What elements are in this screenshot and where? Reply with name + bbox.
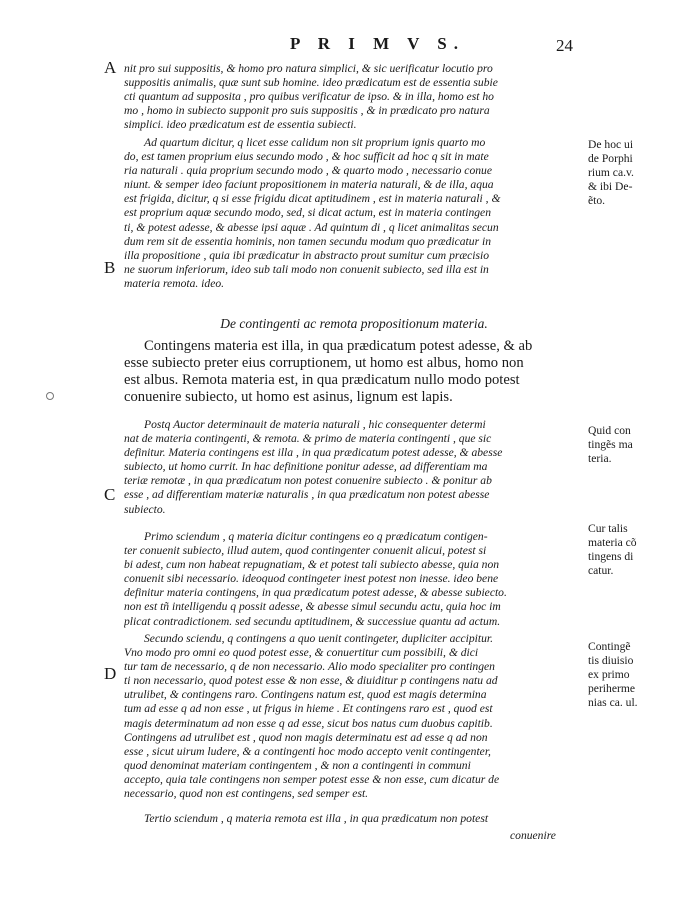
side-note-line: Quid con [588,424,631,437]
side-note-line: materia cõ [588,536,637,549]
side-note-line: tingẽs ma [588,438,633,451]
text-line: definitur materia contingens, in qua prædicatum potest adesse, & abesse subiecto. [124,586,507,600]
margin-letter-c: C [104,485,116,504]
text-line: ti, & potest adesse, & abesse ipsi aquæ . Ad quintum di , q licet animalitas secun [124,220,499,234]
text-line: conuenit sibi necessario. ideoquod contingeter inest potest non inesse. ideo bene [124,572,499,586]
text-line: bi adest, cum non habeat repugnatiam, & et potest tali subiecto abesse, quia non [124,558,500,572]
text-line: suppositis animalis, quæ sunt sub homine. ideo prædicatum est de essentia subie [124,76,498,90]
text-line: non est tñ intelligendu q possit adesse, & abesse simul secundu actu, quia hoc im [124,600,501,614]
side-note-line: nias ca. ul. [588,696,638,709]
text-line: tur tam de necessario, q de non necessario. Alio modo specialiter pro contingen [124,660,495,674]
running-head: P R I M V S. [290,34,466,53]
paragraph-two [124,136,584,291]
text-line: teriæ remotæ , in qua prædicatum non potest conuenire subiecto . & ponitur ab [124,474,492,488]
text-line: subiecto, ut homo currit. In hac definitione ponitur adesse, ad differentiam ma [124,460,488,474]
side-note-quid-contingens [588,424,680,466]
text-line: esse subiecto preter eius corruptionem, ut homo est albus, homo non [124,355,524,371]
text-line: subiecto. [124,502,166,516]
side-note-line: De hoc ui [588,138,634,151]
text-line: quod denominat materiam contingentem , & non a contingenti in communi [124,758,471,772]
text-line: Tertio sciendum , q materia remota est illa , in qua prædicatum non potest [144,812,489,825]
page-number: 24 [556,36,573,55]
side-note-line: de Porphi [588,152,633,165]
text-line: cti quantum ad supposita , pro quibus verificatur de ipso. & in illa, homo est ho [124,90,494,104]
text-line: niunt. & semper ideo faciunt propositionem in materia naturali, & de illa, aqua [124,178,494,192]
side-note-line: teria. [588,452,612,465]
text-line: illa propositione , quia ibi prædicatur in abstracto prout sumitur cum præcisio [124,248,490,262]
text-line: Vno modo pro omni eo quod potest esse, & conuertitur cum possibili, & dici [124,646,479,660]
paragraph-six [124,812,584,826]
text-line: est albus. Remota materia est, in qua prædicatum nullo modo potest [124,372,520,388]
section-heading: De contingenti ac remota propositionum materia. [220,316,488,331]
text-line: simplici. ideo prædicatum est de essentia subiecti. [124,118,357,132]
text-line: ti non necessario, quod potest esse & non esse, & diuiditur p contingens natu ad [124,674,498,688]
text-line: necessario, quod non est contingens, sed semper est. [124,787,369,801]
side-note-line: catur. [588,564,614,577]
text-line: ria naturali . quia proprium secundo modo , & quarto modo , necessario conue [124,164,492,178]
text-line: nit pro sui suppositis, & homo pro natura simplici, & sic uerificatur locutio pro [124,62,493,75]
side-note-line: tingens di [588,550,634,563]
text-line: plicat contradictionem. sed secundu aptitudinem, & successiue quantu ad actum. [124,614,501,628]
side-note-line: Cur talis [588,522,628,535]
text-line: est proprium aquæ secundo modo, sed, si dicat actum, est in materia contingen [124,206,491,220]
text-line: ne suorum inferiorum, ideo sub tali modo non conuenit subiecto, sed illa est in [124,262,489,276]
side-note-porphyry [588,138,680,208]
text-line: nat de materia contingenti, & remota. & primo de materia contingenti , que sic [124,432,492,446]
side-note-line: ex primo [588,668,630,681]
text-line: esse , ad differentiam materiæ naturalis , in qua prædicatum non potest abesse [124,488,490,502]
text-line: dum rem sit de essentia hominis, non tamen secundu modum quo prædicatur in [124,234,492,248]
paragraph-four [124,530,584,629]
side-note-line: tis diuisio [588,654,634,667]
text-line: materia remota. ideo. [124,276,225,290]
text-line: utrulibet, & contingens raro. Contingens natum est, quod est magis determina [124,688,487,702]
text-line: Secundo sciendu, q contingens a quo uenit contingeter, dupliciter accipitur. [144,632,494,645]
text-line: Ad quartum dicitur, q licet esse calidum non sit proprium ignis quarto mo [144,136,486,149]
side-note-line: periherme [588,682,635,695]
definition-text [124,338,584,406]
text-line: Primo sciendum , q materia dicitur contingens eo q prædicatum contigen- [144,530,488,543]
text-line: accepto, quia tale contingens non semper potest esse & non esse, cum dicatur de [124,772,500,786]
text-line: est frigida, dicitur, q si esse frigidu dicat aptitudinem , est in materia naturali , & [124,192,501,206]
text-line: conuenire subiecto, ut homo est asinus, lignum est lapis. [124,389,453,405]
side-note-contingentis-diuisio [588,640,680,710]
text-line: definitur. Materia contingens est illa , in qua prædicatum potest adesse, & abesse [124,446,503,460]
catchword: conuenire [510,829,556,842]
text-line: Contingens materia est illa, in qua prædicatum potest adesse, & ab [144,338,533,354]
paragraph-three [124,418,584,517]
side-note-line: rium ca.v. [588,166,634,179]
side-note-line: ẽto. [588,194,606,207]
text-line: magis determinatum ad non esse q ad esse, sicut bos natus cum duobus capitib. [124,716,493,730]
paragraph-five [124,632,584,801]
paragraph-one [124,62,584,132]
text-line: do, est tamen proprium eius secundo modo , & hoc sufficit ad hoc q sit in mate [124,150,489,164]
text-line: Contingens ad utrulibet est , quod non magis determinatu est ad esse q ad non [124,730,488,744]
side-note-line: & ibi De- [588,180,633,193]
side-note-cur-talis [588,522,680,578]
margin-stain-mark [46,392,54,400]
margin-letter-d: D [104,664,117,683]
text-line: Postq Auctor determinauit de materia naturali , hic consequenter determi [144,418,486,431]
side-note-line: Contingẽ [588,640,631,653]
text-line: tum ad esse q ad non esse , ut frigus in hieme . Et contingens raro est , quod est [124,702,493,716]
text-line: ter conuenit subiecto, illud autem, quod contingenter conuenit alicui, potest si [124,544,487,558]
margin-letter-a: A [104,58,117,77]
text-line: esse , sicut uirum ludere, & a contingenti hoc modo accepto venit contingenter, [124,744,491,758]
margin-letter-b: B [104,258,116,277]
text-line: mo , homo in subiecto supponit pro suis suppositis , & in prædicato pro natura [124,104,490,118]
